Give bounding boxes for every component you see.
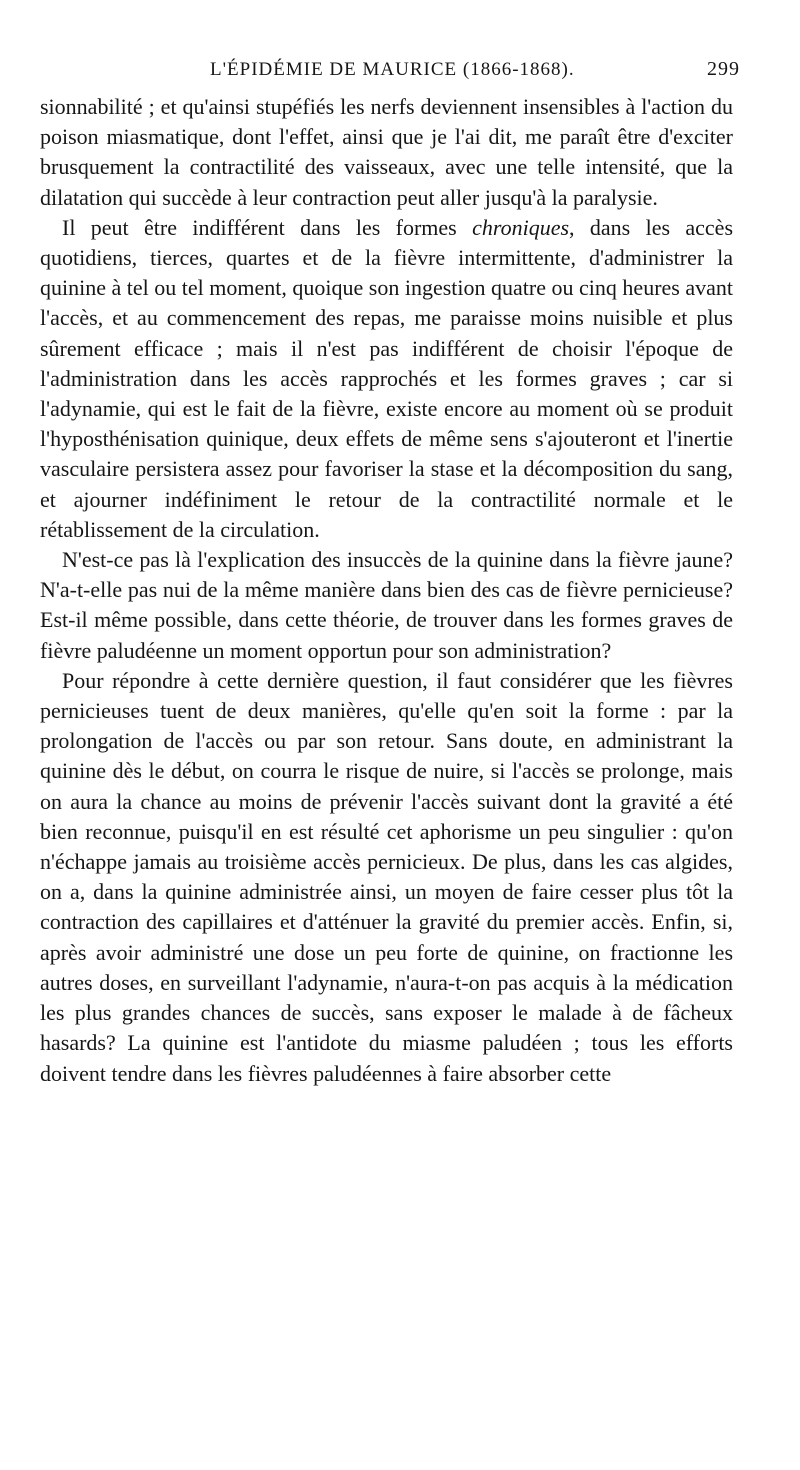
- running-title: L'ÉPIDÉMIE DE MAURICE (1866-1868).: [210, 59, 575, 80]
- running-header: [40, 58, 740, 86]
- paragraph-4: [40, 666, 733, 1089]
- paragraph-text: N'est-ce pas là l'explication des insuccès de la quinine dans la fièvre jaune? N'a-t-elle pas nui de la même manière dans bien des cas de fièvre pernicieuse? Est-il même possible, dans cette théorie, de trouver dans les formes graves de fièvre paludéenne un moment opportun pour son administration?: [40, 547, 733, 663]
- paragraph-3: [40, 545, 733, 666]
- paragraph-text: sionnabilité ; et qu'ainsi stupéfiés les nerfs deviennent insensibles à l'action du poison miasmatique, dont l'effet, ainsi que je l'ai dit, me paraît être d'exciter brusquement la contractilité des vaisseaux, avec une telle intensité, que la dilatation qui succède à leur contraction peut aller jusqu'à la paralysie.: [40, 94, 733, 210]
- italic-word: chroniques: [472, 214, 570, 240]
- paragraph-text: Pour répondre à cette dernière question, il faut considérer que les fièvres pernicieuses tuent de deux manières, qu'elle qu'en soit la forme : par la prolongation de l'accès ou par son retour. Sans doute, en administrant la quinine dès le début, on courra le risque de nuire, si l'accès se prolonge, mais on aura la chance au moins de prévenir l'accès suivant dont la gravité a été bien reconnue, puisqu'il en est résulté cet aphorisme un peu singulier : qu'on n'échappe jamais au troisième accès pernicieux. De plus, dans les cas algides, on a, dans la quinine administrée ainsi, un moyen de faire cesser plus tôt la contraction des capillaires et d'atténuer la gravité du premier accès. Enfin, si, après avoir administré une dose un peu forte de quinine, on fractionne les autres doses, en surveillant l'adynamie, n'aura-t-on pas acquis à la médication les plus grandes chances de succès, sans exposer le malade à de fâcheux hasards? La quinine est l'antidote du miasme paludéen ; tous les efforts doivent tendre dans les fièvres paludéennes à faire absorber cette: [40, 667, 733, 1086]
- paragraph-1: [40, 92, 733, 213]
- body-text: [40, 92, 733, 1089]
- paragraph-text-continued: , dans les accès quotidiens, tierces, quartes et de la fièvre intermittente, d'administrer la quinine à tel ou tel moment, quoique son ingestion quatre ou cinq heures avant l'accès, et au commencement des repas, me paraisse moins nuisible et plus sûrement efficace ; mais il n'est pas indifférent de choisir l'époque de l'administration dans les accès rapprochés et les formes graves ; car si l'adynamie, qui est le fait de la fièvre, existe encore au moment où se produit l'hyposthénisation quinique, deux effets de même sens s'ajouteront et l'inertie vasculaire persistera assez pour favoriser la stase et la décomposition du sang, et ajourner indéfiniment le retour de la contractilité normale et le rétablissement de la circulation.: [40, 214, 734, 542]
- page-number: 299: [707, 58, 740, 80]
- paragraph-text: Il peut être indifférent dans les formes: [62, 214, 473, 240]
- paragraph-2: [40, 213, 733, 545]
